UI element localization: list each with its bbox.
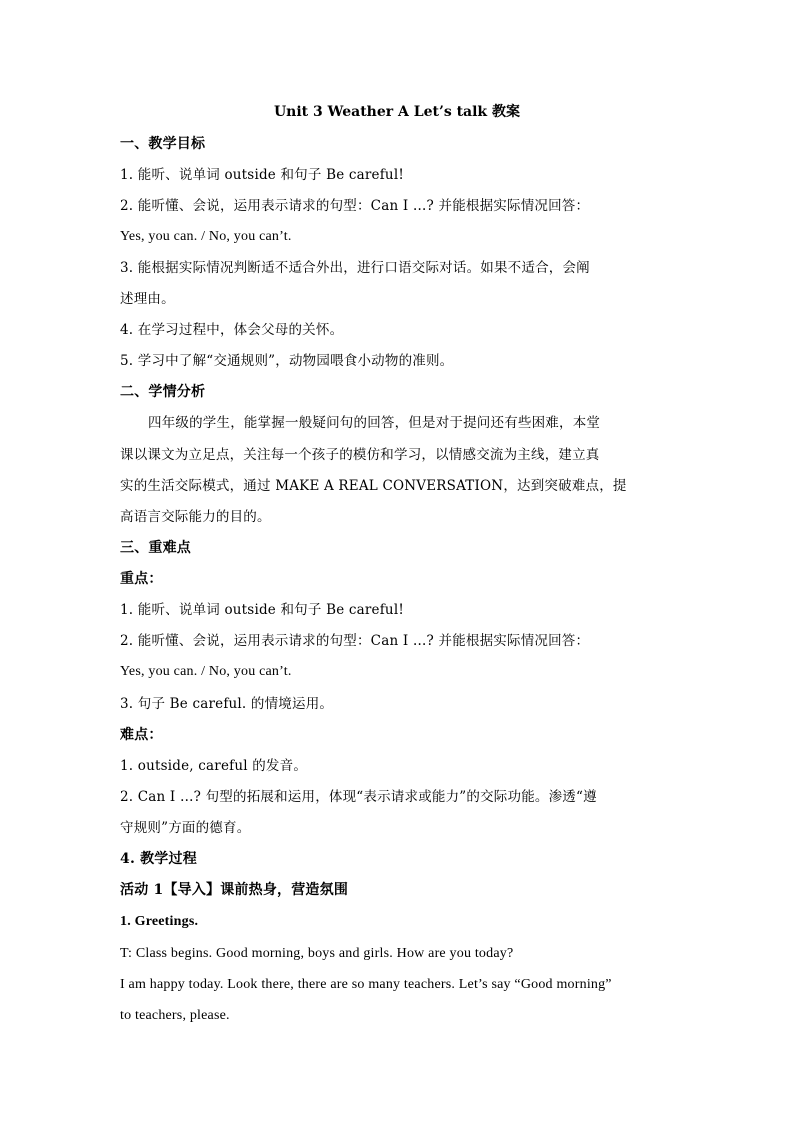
objective-3: 3. 能根据实际情况判断适不适合外出，进行口语交际对话。如果不适合，会阐 — [120, 260, 590, 276]
key-point-3: 3. 句子 Be careful. 的情境运用。 — [120, 696, 334, 712]
subheading-key-points: 重点： — [120, 571, 163, 587]
dialogue-line-1: T: Class begins. Good morning, boys and girls. How are you today? — [120, 946, 514, 961]
dialogue-line-3: to teachers, please. — [120, 1008, 230, 1023]
analysis-paragraph-line-3: 实的生活交际模式，通过 MAKE A REAL CONVERSATION，达到突破难点，提 — [120, 478, 627, 494]
objective-1: 1. 能听、说单词 outside 和句子 Be careful! — [120, 167, 404, 183]
objective-5: 5. 学习中了解“交通规则”，动物园喂食小动物的准则。 — [120, 353, 454, 369]
key-point-2: 2. 能听懂、会说，运用表示请求的句型：Can I …? 并能根据实际情况回答： — [120, 633, 590, 649]
document-title: Unit 3 Weather A Let’s talk 教案 — [273, 104, 521, 120]
difficult-point-1: 1. outside, careful 的发音。 — [120, 758, 308, 774]
difficult-point-2-continued: 守规则”方面的德育。 — [120, 820, 251, 836]
subheading-difficult-points: 难点： — [120, 727, 163, 743]
activity-1-heading: 活动 1【导入】课前热身，营造氛围 — [120, 882, 349, 898]
section-heading-teaching-objectives: 一、教学目标 — [120, 136, 206, 152]
dialogue-line-2: I am happy today. Look there, there are so many teachers. Let’s say “Good morning” — [120, 977, 612, 992]
key-point-2-continued: Yes, you can. / No, you can’t. — [120, 664, 292, 679]
analysis-paragraph-line-1: 四年级的学生，能掌握一般疑问句的回答，但是对于提问还有些困难，本堂 — [148, 415, 601, 431]
objective-2-continued: Yes, you can. / No, you can’t. — [120, 229, 292, 244]
section-heading-key-points: 三、重难点 — [120, 540, 191, 556]
objective-4: 4. 在学习过程中，体会父母的关怀。 — [120, 322, 344, 338]
analysis-paragraph-line-4: 高语言交际能力的目的。 — [120, 509, 271, 525]
difficult-point-2: 2. Can I …? 句型的拓展和运用，体现“表示请求或能力”的交际功能。渗透“遵 — [120, 789, 597, 805]
objective-3-continued: 述理由。 — [120, 291, 175, 307]
section-heading-teaching-process: 4. 教学过程 — [120, 851, 197, 867]
analysis-paragraph-line-2: 课以课文为立足点，关注每一个孩子的模仿和学习，以情感交流为主线，建立真 — [120, 447, 600, 463]
key-point-1: 1. 能听、说单词 outside 和句子 Be careful! — [120, 602, 404, 618]
objective-2: 2. 能听懂、会说，运用表示请求的句型：Can I …? 并能根据实际情况回答： — [120, 198, 590, 214]
section-heading-student-analysis: 二、学情分析 — [120, 384, 206, 400]
greetings-heading: 1. Greetings. — [120, 914, 199, 929]
